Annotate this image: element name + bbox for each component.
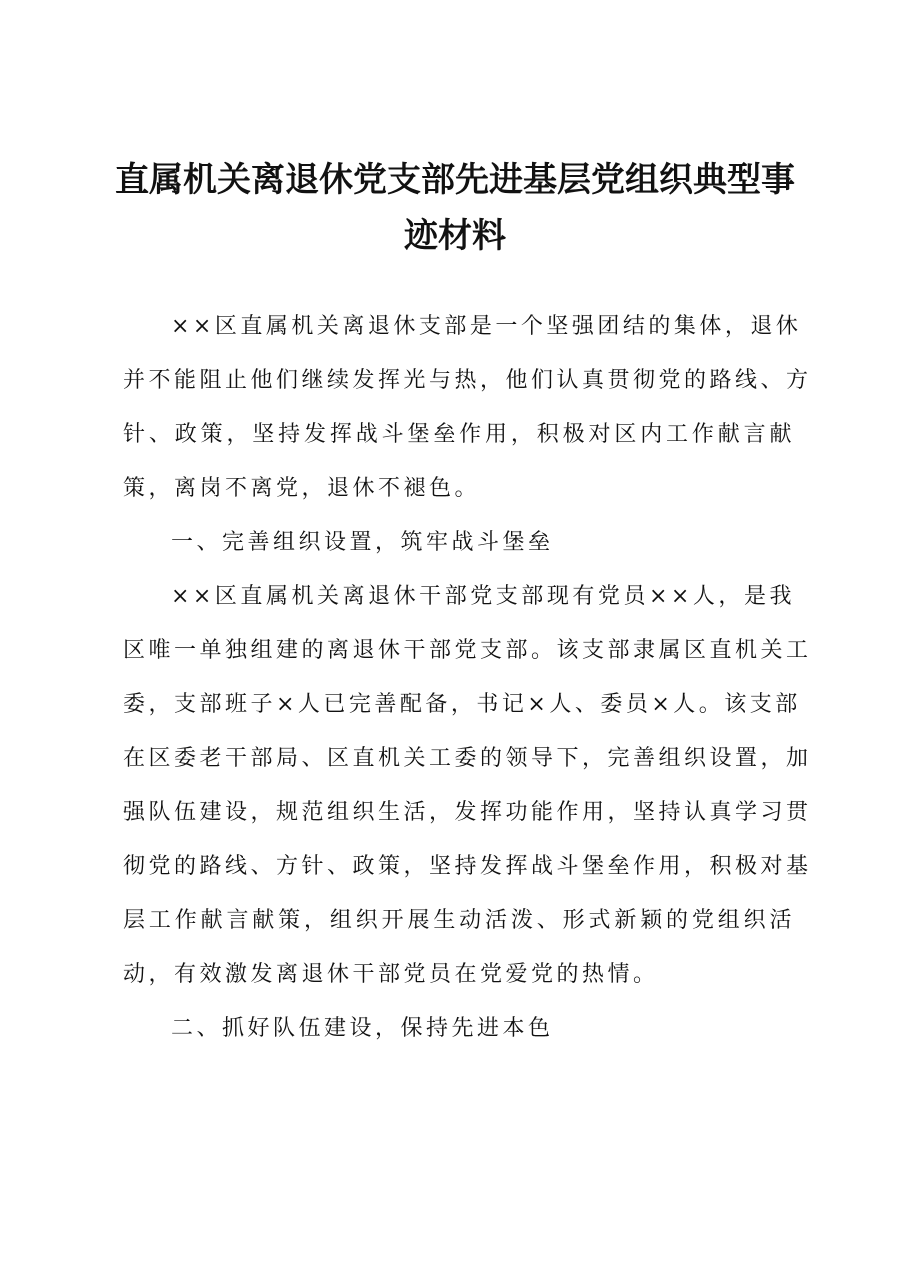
- section-1-line-3: 委，支部班子×人已完善配备，书记×人、委员×人。该支部: [123, 692, 801, 717]
- intro-line-4: 策，离岗不离党，退休不褪色。: [123, 476, 481, 501]
- section-1-heading: 一、完善组织设置，筑牢战斗堡垒: [171, 530, 554, 555]
- intro-line-3: 针、政策，坚持发挥战斗堡垒作用，积极对区内工作献言献: [123, 422, 795, 447]
- section-1-paragraph: [123, 570, 812, 1002]
- intro-paragraph: [123, 300, 812, 516]
- section-1-line-6: 彻党的路线、方针、政策，坚持发挥战斗堡垒作用，积极对基: [123, 854, 812, 879]
- section-2-heading: 二、抓好队伍建设，保持先进本色: [171, 1016, 554, 1041]
- intro-line-1: ××区直属机关离退休支部是一个坚强团结的集体，退休: [171, 314, 802, 339]
- section-1-line-2: 区唯一单独组建的离退休干部党支部。该支部隶属区直机关工: [123, 638, 812, 663]
- section-1-line-7: 层工作献言献策，组织开展生动活泼、形式新颖的党组织活: [123, 908, 795, 933]
- document-title: [110, 152, 800, 264]
- section-1-line-1: ××区直属机关离退休干部党支部现有党员××人，是我: [171, 584, 795, 609]
- document-body: [123, 300, 812, 1056]
- section-1-line-4: 在区委老干部局、区直机关工委的领导下，完善组织设置，加: [123, 746, 812, 771]
- section-1-line-5: 强队伍建设，规范组织生活，发挥功能作用，坚持认真学习贯: [123, 800, 812, 825]
- section-1-line-8: 动，有效激发离退休干部党员在党爱党的热情。: [123, 962, 659, 987]
- title-line-1: 直属机关离退休党支部先进基层党组织典型事: [115, 160, 795, 200]
- intro-line-2: 并不能阻止他们继续发挥光与热，他们认真贯彻党的路线、方: [123, 368, 812, 393]
- title-line-2: 迹材料: [404, 216, 506, 256]
